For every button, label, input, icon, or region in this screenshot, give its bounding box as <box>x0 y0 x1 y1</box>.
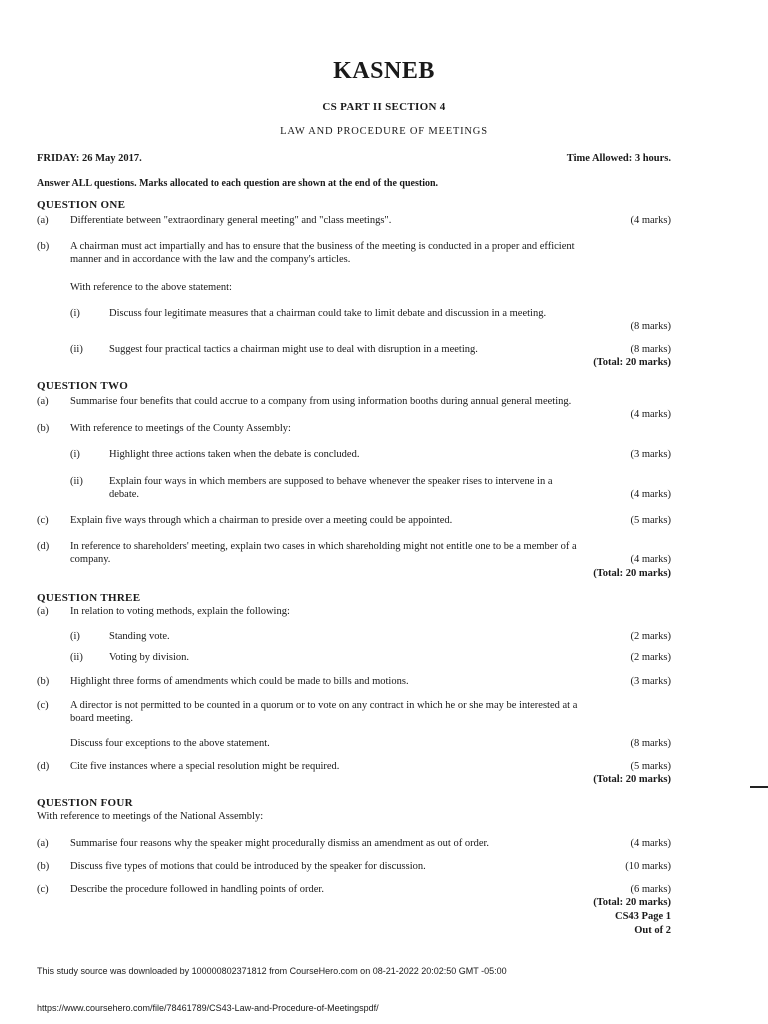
page-number: CS43 Page 1 <box>615 911 671 922</box>
q4-a-marks: (4 marks) <box>630 838 671 849</box>
q3-c-label: (c) <box>37 700 49 711</box>
question-three-heading: QUESTION THREE <box>37 592 141 604</box>
course-title: LAW AND PROCEDURE OF MEETINGS <box>280 126 488 137</box>
q3-ai-label: (i) <box>70 631 80 642</box>
scan-edge-mark <box>750 786 768 788</box>
q4-a-label: (a) <box>37 838 49 849</box>
q1-b-text-line2: manner and in accordance with the law and the company's articles. <box>70 254 351 265</box>
q3-b-label: (b) <box>37 676 50 687</box>
q1-b-label: (b) <box>37 241 50 252</box>
q3-total: (Total: 20 marks) <box>593 774 671 785</box>
q2-b-text: With reference to meetings of the County Assembly: <box>70 423 291 434</box>
q3-c-text-line2: board meeting. <box>70 713 133 724</box>
q2-d-text-line1: In reference to shareholders' meeting, explain two cases in which shareholding might not entitle one to be a member of a <box>70 541 577 552</box>
exam-subtitle: CS PART II SECTION 4 <box>322 101 446 113</box>
q1-a-text: Differentiate between "extraordinary general meeting" and "class meetings". <box>70 215 392 226</box>
q4-c-text: Describe the procedure followed in handling points of order. <box>70 884 324 895</box>
q2-bii-text-line1: Explain four ways in which members are supposed to behave whenever the speaker rises to intervene in a <box>109 476 553 487</box>
q3-ai-marks: (2 marks) <box>630 631 671 642</box>
instructions: Answer ALL questions. Marks allocated to each question are shown at the end of the question. <box>37 178 439 189</box>
q1-a-marks: (4 marks) <box>630 215 671 226</box>
q2-d-text-line2: company. <box>70 554 111 565</box>
q4-b-marks: (10 marks) <box>625 861 671 872</box>
q4-c-marks: (6 marks) <box>630 884 671 895</box>
q1-bii-marks: (8 marks) <box>630 344 671 355</box>
source-url[interactable]: https://www.coursehero.com/file/78461789/CS43-Law-and-Procedure-of-Meetingspdf/ <box>37 1003 379 1013</box>
q3-a-text: In relation to voting methods, explain the following: <box>70 606 290 617</box>
q4-intro: With reference to meetings of the National Assembly: <box>37 811 264 822</box>
q2-c-text: Explain five ways through which a chairman to preside over a meeting could be appointed. <box>70 515 453 526</box>
q3-b-text: Highlight three forms of amendments which could be made to bills and motions. <box>70 676 409 687</box>
time-allowed: Time Allowed: 3 hours. <box>566 153 671 164</box>
q1-bii-text: Suggest four practical tactics a chairman might use to deal with disruption in a meeting. <box>109 344 478 355</box>
q1-a-label: (a) <box>37 215 49 226</box>
q1-total: (Total: 20 marks) <box>593 357 671 368</box>
q2-a-text: Summarise four benefits that could accrue to a company from using information booths during annual general meeting. <box>70 396 572 407</box>
q2-a-label: (a) <box>37 396 49 407</box>
q3-c-text-line1: A director is not permitted to be counted in a quorum or to vote on any contract in which he or she may be interested at a <box>70 700 578 711</box>
q2-c-marks: (5 marks) <box>630 515 671 526</box>
q3-aii-label: (ii) <box>70 652 83 663</box>
q4-c-label: (c) <box>37 884 49 895</box>
q4-b-label: (b) <box>37 861 50 872</box>
q4-total: (Total: 20 marks) <box>593 897 671 908</box>
question-one-heading: QUESTION ONE <box>37 199 126 211</box>
q2-bi-text: Highlight three actions taken when the debate is concluded. <box>109 449 360 460</box>
q3-c-marks: (8 marks) <box>630 738 671 749</box>
q4-a-text: Summarise four reasons why the speaker might procedurally dismiss an amendment as out of order. <box>70 838 490 849</box>
q1-bii-label: (ii) <box>70 344 83 355</box>
q2-bi-marks: (3 marks) <box>630 449 671 460</box>
q3-d-label: (d) <box>37 761 50 772</box>
q2-bi-label: (i) <box>70 449 80 460</box>
q3-aii-marks: (2 marks) <box>630 652 671 663</box>
question-two-heading: QUESTION TWO <box>37 380 129 392</box>
q1-bi-text: Discuss four legitimate measures that a chairman could take to limit debate and discussion in a meeting. <box>109 308 547 319</box>
q3-d-text: Cite five instances where a special resolution might be required. <box>70 761 340 772</box>
page-title: KASNEB <box>333 58 435 84</box>
q1-b-text-line1: A chairman must act impartially and has to ensure that the business of the meeting is conducted in a proper and efficient <box>70 241 575 252</box>
exam-date: FRIDAY: 26 May 2017. <box>37 153 142 164</box>
q2-total: (Total: 20 marks) <box>593 568 671 579</box>
q3-b-marks: (3 marks) <box>630 676 671 687</box>
q2-d-label: (d) <box>37 541 50 552</box>
q1-bi-label: (i) <box>70 308 80 319</box>
q2-b-label: (b) <box>37 423 50 434</box>
date-row <box>37 152 671 165</box>
q2-c-label: (c) <box>37 515 49 526</box>
page-of: Out of 2 <box>634 925 671 936</box>
q3-ai-text: Standing vote. <box>109 631 170 642</box>
q2-bii-label: (ii) <box>70 476 83 487</box>
download-note: This study source was downloaded by 100000802371812 from CourseHero.com on 08-21-2022 20:02:50 GMT -05:00 <box>37 966 507 976</box>
q2-a-marks: (4 marks) <box>630 409 671 420</box>
q1-b-reference: With reference to the above statement: <box>70 282 232 293</box>
q3-d-marks: (5 marks) <box>630 761 671 772</box>
q2-bii-text-line2: debate. <box>109 489 140 500</box>
question-four-heading: QUESTION FOUR <box>37 797 133 809</box>
q3-c-discuss-text: Discuss four exceptions to the above statement. <box>70 738 270 749</box>
q3-aii-text: Voting by division. <box>109 652 190 663</box>
q2-bii-marks: (4 marks) <box>630 489 671 500</box>
q2-d-marks: (4 marks) <box>630 554 671 565</box>
q1-bi-marks: (8 marks) <box>630 321 671 332</box>
q3-a-label: (a) <box>37 606 49 617</box>
q4-b-text: Discuss five types of motions that could be introduced by the speaker for discussion. <box>70 861 426 872</box>
